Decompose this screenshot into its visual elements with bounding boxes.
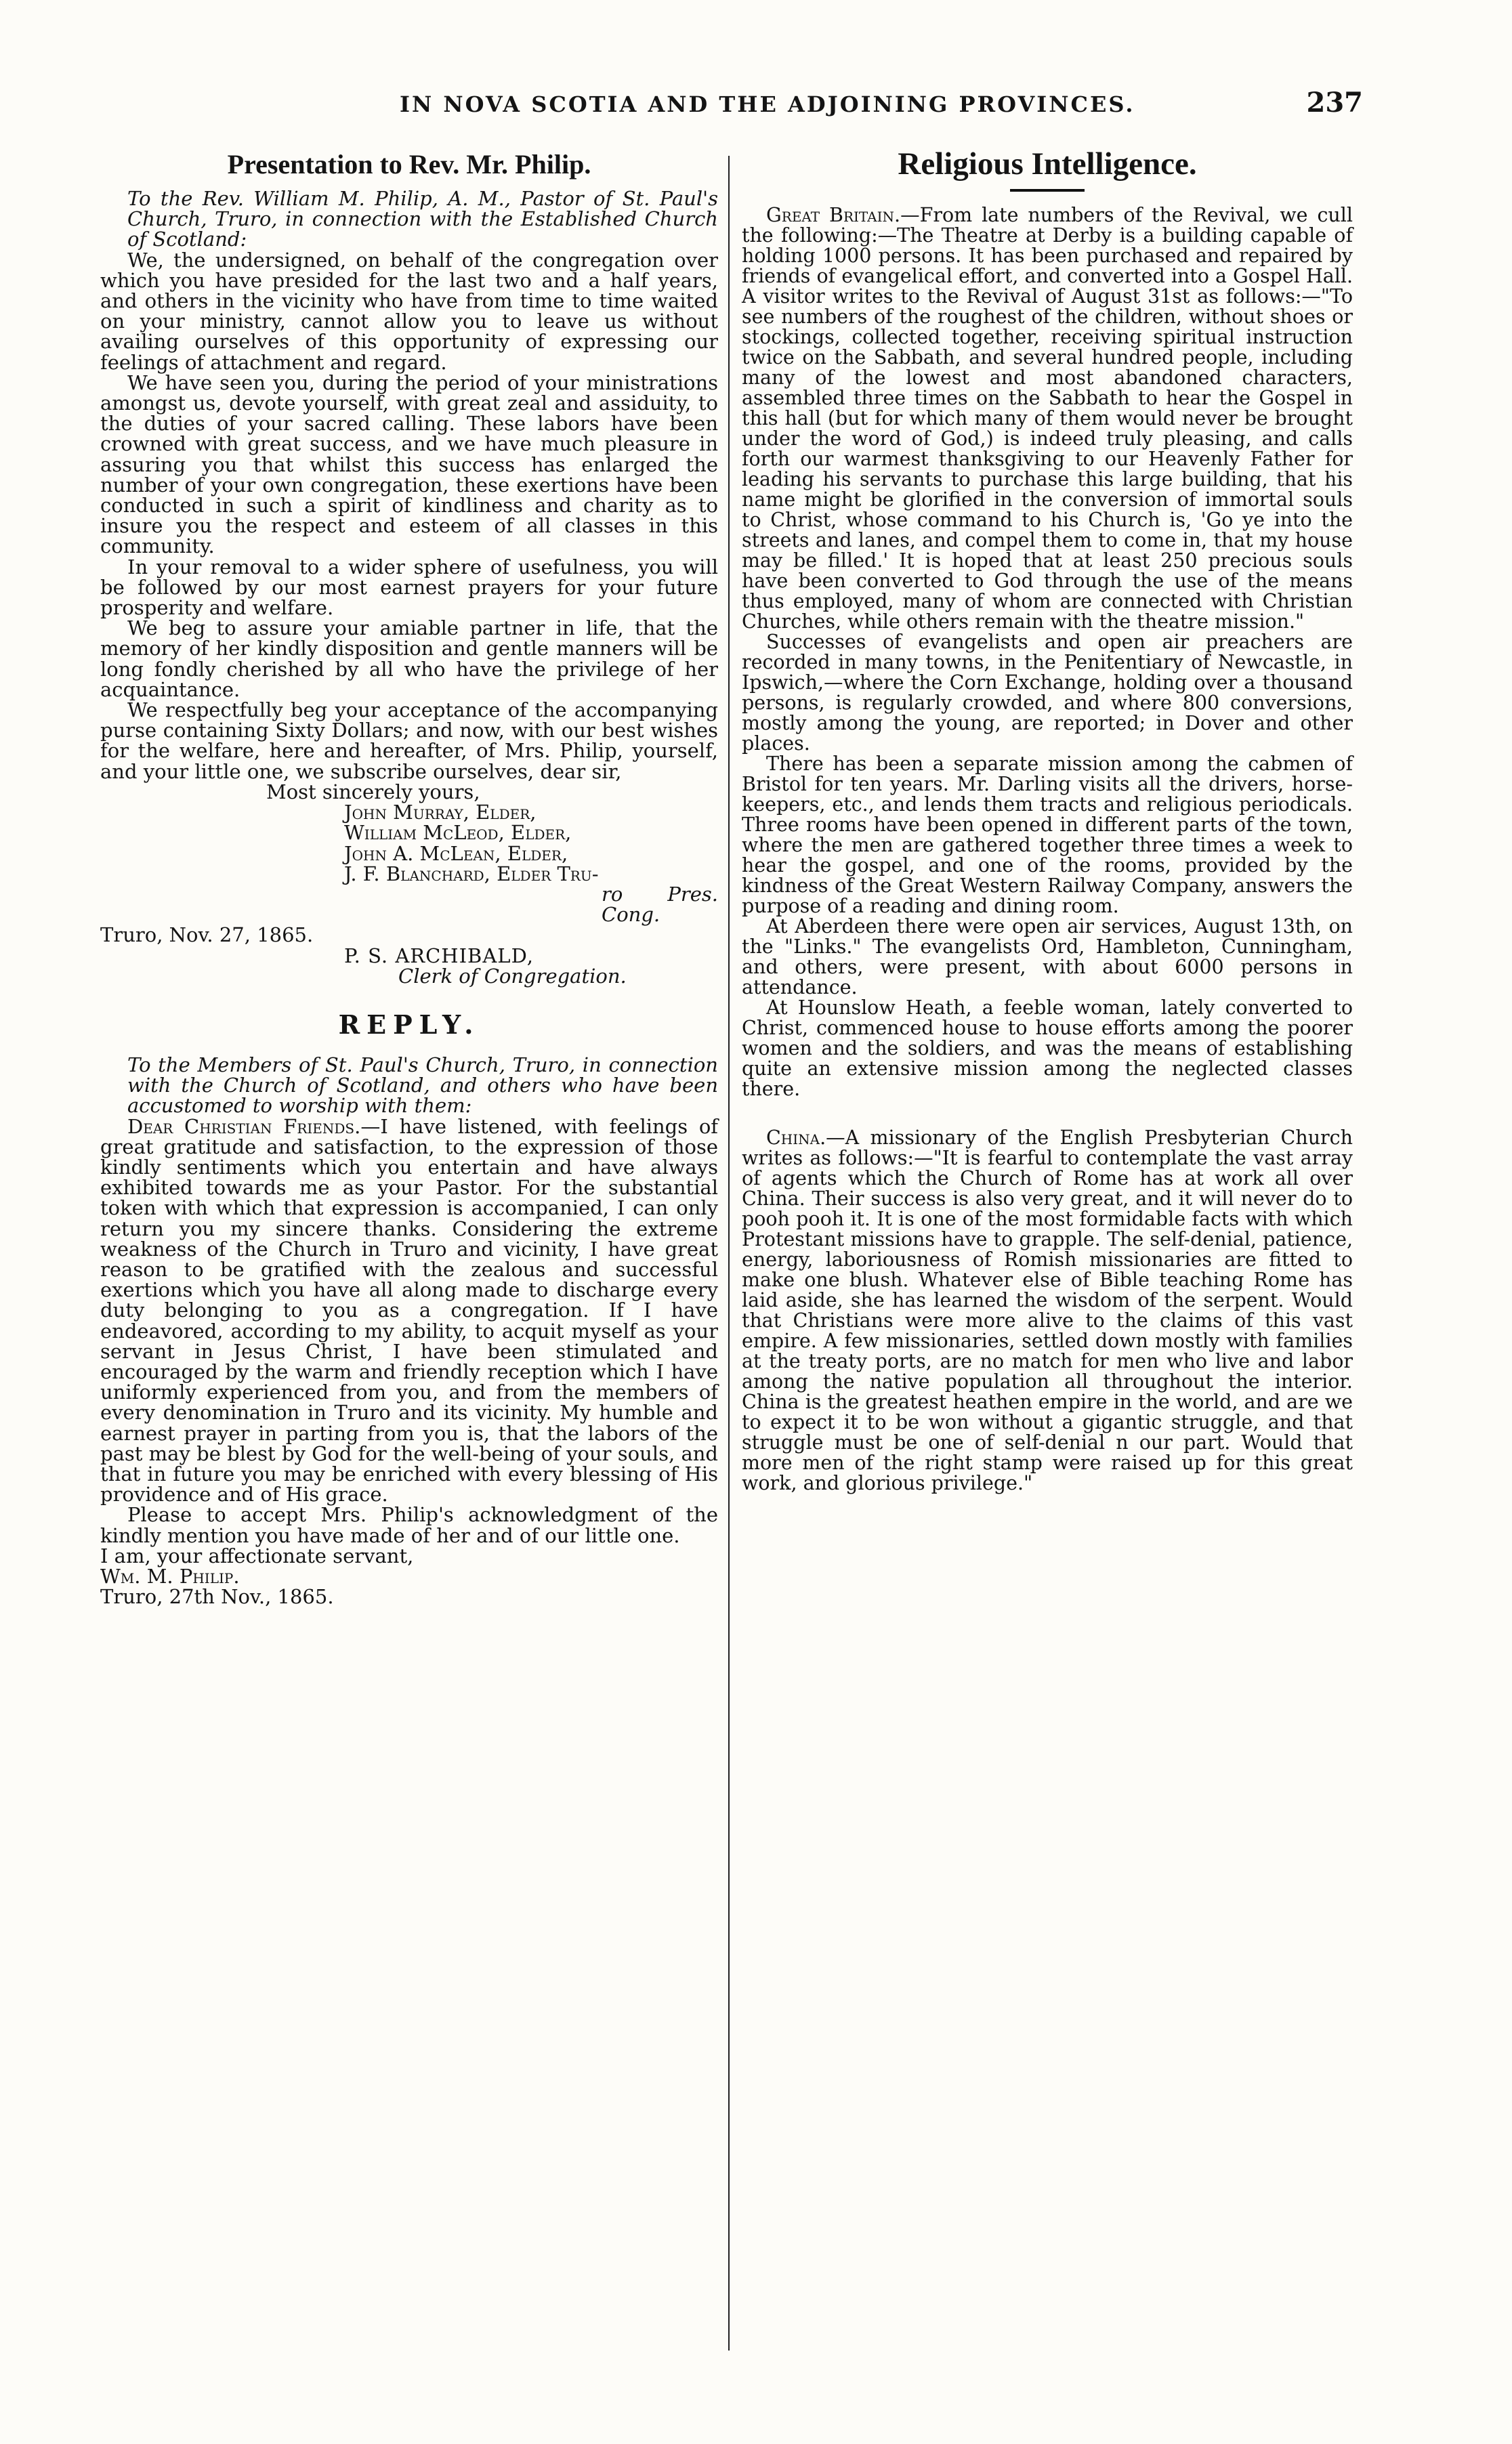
signatory: John Murray, Elder,	[344, 801, 537, 824]
news-paragraph: At Aberdeen there were open air services, August 13th, on the "Links." The evangelists Ord, Hambleton, Cunningham, and others, were present, with about 6000 persons in attendance.	[742, 915, 1353, 998]
china-lead: China.	[766, 1126, 826, 1149]
presentation-heading: Presentation to Rev. Mr. Philip.	[227, 149, 591, 180]
presentation-paragraph: We respectfully beg your acceptance of the accompanying purse containing Sixty Dollars; and now, with our best wishes for the welfare, here and hereafter, of Mrs. Philip, yourself, and your little one, we subscribe ourselves, dear sir,	[100, 698, 718, 783]
presentation-paragraph: In your removal to a wider sphere of usefulness, you will be followed by our most earnest prayers for your future prosperity and welfare.	[100, 555, 718, 620]
presentation-dateline: Truro, Nov. 27, 1865.	[100, 923, 314, 947]
signatory: John A. McLean, Elder,	[344, 841, 568, 865]
column-rule	[728, 156, 730, 2351]
signatory-continuation: ro Pres. Cong.	[602, 882, 718, 927]
reply-closing: I am, your affectionate servant,	[100, 1544, 414, 1567]
presentation-paragraph: We, the undersigned, on behalf of the congregation over which you have presided for the last two and a half years, and others in the vicinity who have from time to time waited on your ministry, cannot allow you to leave us without availing ourselves of this opportunity of expressing our feelings of attachment and regard.	[100, 248, 718, 374]
page-number: 237	[1306, 87, 1363, 119]
reply-address: To the Members of St. Paul's Church, Truro, in connection with the Church of Scotland, and others who have been accustomed to worship with them:	[127, 1053, 718, 1118]
china-paragraph-text: —A missionary of the English Presbyterian Church writes as follows:—"It is fearful to contemplate the vast array of agents which the Church of Rome has at work all over China. Their success is also very great, and it will never do to pooh pooh it. It is one of the most formidable facts with which Protestant missions have to grapple. The self-denial, patience, energy, laboriousness of Romish missionaries are fitted to make one blush. Whatever else of Bible teaching Rome has laid aside, she has learned the wisdom of the serpent. Would that Christians were more alive to the claims of this vast empire. A few missionaries, settled down mostly with families at the treaty ports, are no match for men who live and labor among the native population all throughout the interior. China is the greatest heathen empire in the world, and are we to expect it to be won without a gigantic struggle, and that struggle must be one of self-denial n our part. Would that more men of the right stamp were raised up for this great work, and glorious privilege."	[742, 1126, 1353, 1494]
reply-paragraph-text: —I have listened, with feelings of great gratitude and satisfaction, to the expression of those kindly sentiments which you entertain and have always exhibited towards me as your Pastor. For the substantial token with which that expression is accompanied, I can only return you my sincere thanks. Considering the extreme weakness of the Church in Truro and vicinity, I have great reason to be gratified with the zealous and successful exertions which you have all along made to discharge every duty belonging to you as a congregation. If I have endeavored, according to my ability, to acquit myself as your servant in Jesus Christ, I have been stimulated and encouraged by the warm and friendly reception which I have uniformly experienced from you, and from the members of every denomination in Truro and its vicinity. My humble and earnest prayer in parting from you is, that the labors of the past may be blest by God for the well-being of your souls, and that in future you may be enriched with every blessing of His providence and of His grace.	[100, 1114, 719, 1507]
religious-intelligence-heading: Religious Intelligence.	[898, 146, 1197, 182]
reply-paragraph: Please to accept Mrs. Philip's acknowledgment of the kindly mention you have made of her and of our little one.	[100, 1503, 718, 1547]
reply-paragraph	[100, 1116, 718, 1505]
presentation-address: To the Rev. William M. Philip, A. M., Pastor of St. Paul's Church, Truro, in connection with the Established Church of Scotland:	[127, 187, 718, 251]
reply-salutation: Dear Christian Friends.	[127, 1114, 361, 1138]
clerk-title: Clerk of Congregation.	[398, 964, 627, 988]
gb-paragraph-text: —From late numbers of the Revival, we cull the following:—The Theatre at Derby is a building capable of holding 1000 persons. It has been purchased and repaired by friends of evangelical effort, and converted into a Gospel Hall. A visitor writes to the Revival of August 31st as follows:—"To see numbers of the roughest of the children, without shoes or stockings, collected together, receiving spiritual instruction twice on the Sabbath, and several hundred people, including many of the lowest and most abandoned characters, assembled three times on the Sabbath to hear the Gospel in this hall (but for which many of them would never be brought under the word of God,) is indeed truly pleasing, and calls forth our warmest thanksgiving to our Heavenly Father for leading his servants to purchase this large building, that his name might be glorified in the conversion of immortal souls to Christ, whose command to his Church is, 'Go ye into the streets and lanes, and compel them to come in, that my house may be filled.' It is hoped that at least 250 precious souls have been converted to God through the use of the means thus employed, many of whom are connected with Christian Churches, while others remain with the theatre mission."	[742, 204, 1353, 633]
signoff: Most sincerely yours,	[266, 780, 480, 803]
section-gap	[742, 1099, 1353, 1128]
right-column	[742, 146, 1353, 1494]
news-paragraph: There has been a separate mission among the cabmen of Bristol for ten years. Mr. Darling visits all the drivers, horse-keepers, etc., and lends them tracts and religious periodicals. Three rooms have been opened in different parts of the town, where the men are gathered together three times a week to hear the gospel, and one of the rooms, provided by the kindness of the Great Western Railway Company, answers the purpose of a reading and dining room.	[742, 753, 1353, 917]
left-column	[100, 146, 718, 1607]
gb-lead: Great Britain.	[766, 204, 901, 226]
presentation-paragraph: We beg to assure your amiable partner in life, that the memory of her kindly disposition and gentle manners will be long fondly cherished by all who have the privilege of her acquaintance.	[100, 616, 718, 701]
running-title: IN NOVA SCOTIA AND THE ADJOINING PROVINCES.	[400, 91, 1135, 117]
reply-heading: REPLY.	[338, 1009, 480, 1040]
reply-signature: Wm. M. Philip.	[100, 1565, 240, 1588]
presentation-paragraph: We have seen you, during the period of your ministrations amongst us, devote yourself, with great zeal and assiduity, to the duties of your sacred calling. These labors have been crowned with great success, and we have much pleasure in assuring you that whilst this success has enlarged the number of your own congregation, these exertions have been conducted in such a spirit of kindliness and charity as to insure you the respect and esteem of all classes in this community.	[100, 371, 718, 558]
news-paragraph: Successes of evangelists and open air preachers are recorded in many towns, in the Penitentiary of Newcastle, in Ipswich,—where the Corn Exchange, holding over a thousand persons, is regularly crowded, and where 800 conversions, mostly among the young, are reported; in Dover and other places.	[742, 631, 1353, 755]
signatory: William McLeod, Elder,	[344, 821, 572, 845]
heading-rule	[1010, 189, 1085, 192]
gb-paragraph	[742, 205, 1353, 632]
clerk-name: P. S. ARCHIBALD,	[344, 944, 534, 967]
china-paragraph	[742, 1128, 1353, 1494]
news-paragraph: At Hounslow Heath, a feeble woman, lately converted to Christ, commenced house to house efforts among the poorer women and the soldiers, and was the means of establishing quite an extensive mission among the neglected classes there.	[742, 996, 1353, 1100]
signatory: J. F. Blanchard, Elder Tru-	[344, 862, 599, 885]
running-head	[122, 87, 1363, 119]
reply-dateline: Truro, 27th Nov., 1865.	[100, 1585, 334, 1609]
